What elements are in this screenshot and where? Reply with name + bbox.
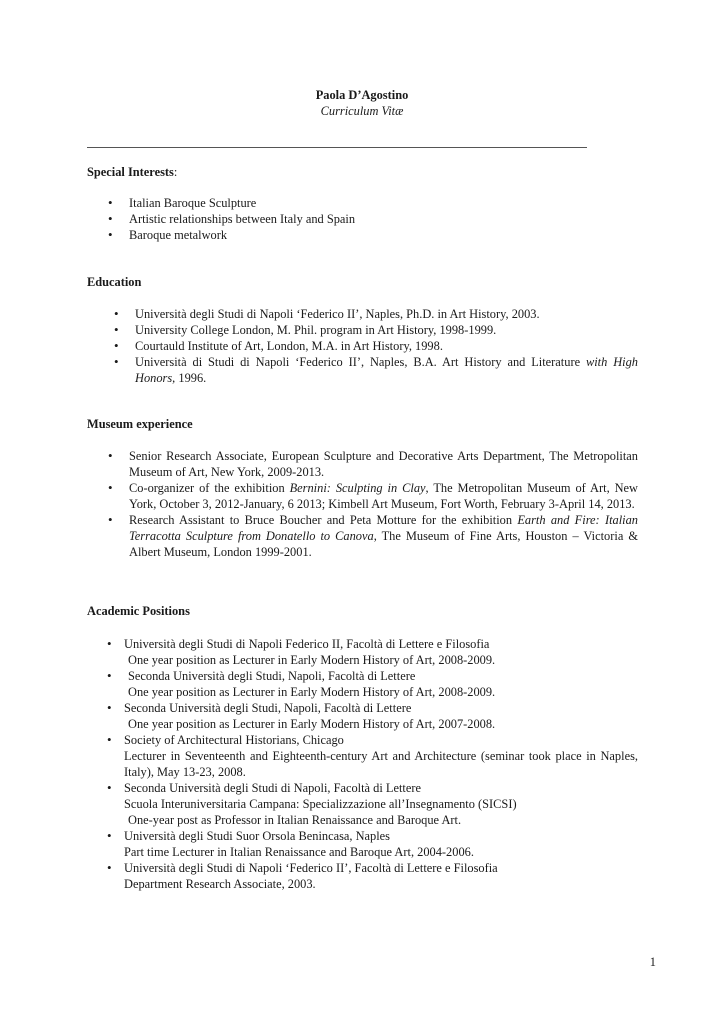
bullet-icon: • xyxy=(108,448,113,463)
list-item: • Artistic relationships between Italy and Spain xyxy=(108,211,356,226)
document-subtitle: Curriculum Vitæ xyxy=(320,104,404,118)
bullet-icon: • xyxy=(107,700,112,715)
special-interests-list xyxy=(108,195,529,243)
section-heading-academic-positions: Academic Positions xyxy=(87,604,190,618)
bullet-icon: • xyxy=(108,195,113,210)
education-list xyxy=(114,306,638,386)
list-item: • Italian Baroque Sculpture xyxy=(108,195,257,210)
bullet-icon: • xyxy=(107,668,112,683)
list-item: • Università degli Studi di Napoli ‘Federico II’, Facoltà di Lettere e Filosofia Department Research Associate, 2003. xyxy=(107,860,498,891)
section-heading-education: Education xyxy=(87,275,142,289)
list-item: • Baroque metalwork xyxy=(108,227,228,242)
bullet-icon: • xyxy=(114,306,119,321)
bullet-icon: • xyxy=(107,828,112,843)
list-item: • Senior Research Associate, European Sculpture and Decorative Arts Department, The Metropolitan Museum of Art, New York, 2009-2013. xyxy=(108,448,638,479)
bullet-icon: • xyxy=(108,512,113,527)
bullet-icon: • xyxy=(107,780,112,795)
list-item: • University College London, M. Phil. program in Art History, 1998-1999. xyxy=(114,322,497,337)
list-item: • Università degli Studi di Napoli Federico II, Facoltà di Lettere e Filosofia One year position as Lecturer in Early Modern History of Art, 2008-2009. xyxy=(107,636,496,667)
list-item: • Seconda Università degli Studi, Napoli, Facoltà di Lettere One year position as Lecturer in Early Modern History of Art, 2007-2008. xyxy=(107,700,496,731)
bullet-icon: • xyxy=(108,211,113,226)
bullet-icon: • xyxy=(107,636,112,651)
section-heading-special-interests: Special Interests: xyxy=(87,165,178,179)
list-item: • Seconda Università degli Studi di Napoli, Facoltà di Lettere Scuola Interuniversitaria Campana: Specializzazione all’Insegnamento (SICSI) One-year post as Professor in Italian Renaissance and Baroque Art. xyxy=(107,780,517,827)
bullet-icon: • xyxy=(108,480,113,495)
list-item: • Università degli Studi di Napoli ‘Federico II’, Naples, Ph.D. in Art History, 2003. xyxy=(114,306,540,321)
bullet-icon: • xyxy=(114,322,119,337)
museum-experience-list xyxy=(108,448,638,560)
bullet-icon: • xyxy=(108,227,113,242)
list-item: • Co-organizer of the exhibition Bernini: Sculpting in Clay, The Metropolitan Museum of Art, New York, October 3, 2012-January, 6 2013; Kimbell Art Museum, Fort Worth, February 3-April 14, 2013. xyxy=(108,480,638,511)
bullet-icon: • xyxy=(114,338,119,353)
list-item: • Università di Studi di Napoli ‘Federico II’, Naples, B.A. Art History and Literature with High Honors, 1996. xyxy=(114,354,638,385)
author-name: Paola D’Agostino xyxy=(315,88,409,102)
header-divider xyxy=(87,147,587,148)
section-heading-museum-experience: Museum experience xyxy=(87,417,193,431)
bullet-icon: • xyxy=(107,732,112,747)
list-item: • Society of Architectural Historians, Chicago Lecturer in Seventeenth and Eighteenth-century Art and Architecture (seminar took place in Naples, Italy), May 13-23, 2008. xyxy=(107,732,638,779)
academic-positions-list xyxy=(107,636,638,892)
list-item: • Courtauld Institute of Art, London, M.A. in Art History, 1998. xyxy=(114,338,443,353)
list-item: • Seconda Università degli Studi, Napoli, Facoltà di Lettere One year position as Lecturer in Early Modern History of Art, 2008-2009. xyxy=(107,668,496,699)
page-number: 1 xyxy=(649,955,656,969)
bullet-icon: • xyxy=(114,354,119,369)
list-item: • Research Assistant to Bruce Boucher and Peta Motture for the exhibition Earth and Fire: Italian Terracotta Sculpture from Donatello to Canova, The Museum of Fine Arts, Houston – Victoria & Albert Museum, London 1999-2001. xyxy=(108,512,638,559)
bullet-icon: • xyxy=(107,860,112,875)
list-item: • Università degli Studi Suor Orsola Benincasa, Naples Part time Lecturer in Italian Renaissance and Baroque Art, 2004-2006. xyxy=(107,828,474,859)
